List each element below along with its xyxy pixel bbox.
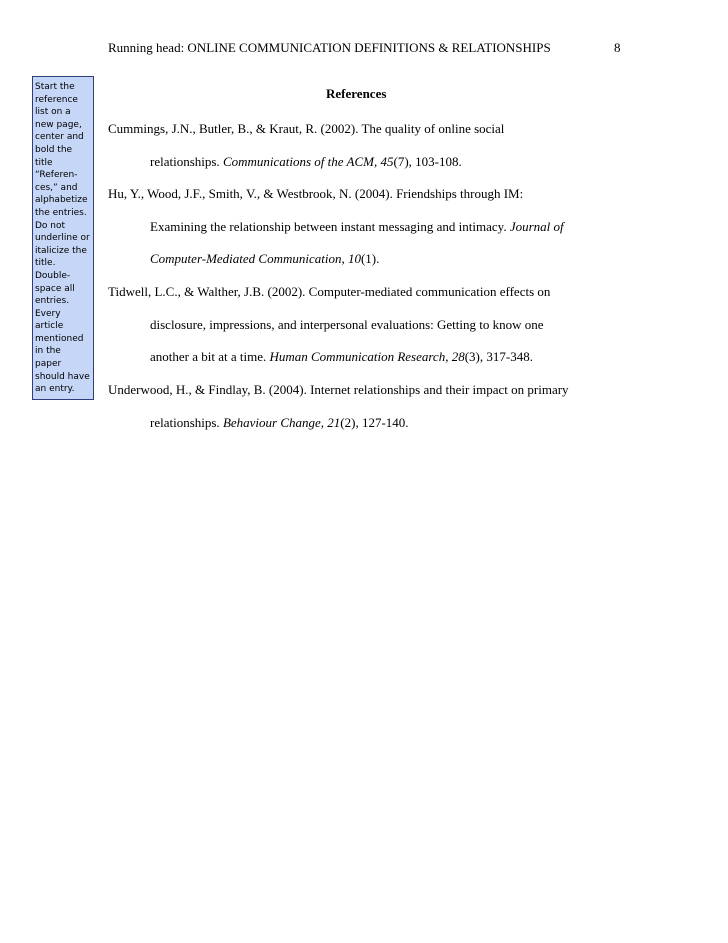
note-line: in the	[35, 346, 61, 357]
note-line: center and	[35, 132, 84, 143]
note-line: an entry.	[35, 384, 75, 395]
reference-line: disclosure, impressions, and interpersonal evaluations: Getting to know one	[150, 316, 544, 332]
note-line: ces,” and	[35, 182, 78, 193]
journal-title: Computer-Mediated Communication, 10	[150, 251, 361, 267]
note-line: list on a	[35, 107, 71, 118]
note-line: Start the	[35, 82, 75, 92]
note-line: paper	[35, 359, 62, 370]
note-line: the entries.	[35, 207, 87, 218]
reference-line	[108, 341, 608, 374]
note-line: title	[35, 157, 53, 168]
note-line: entries.	[35, 296, 70, 307]
note-line: bold the	[35, 144, 73, 155]
reference-text: Examining the relationship between instant messaging and intimacy.	[150, 218, 510, 234]
note-line: “Referen-	[35, 170, 78, 181]
reference-entry	[108, 178, 608, 276]
reference-line	[108, 146, 608, 179]
references-title: References	[326, 86, 387, 101]
reference-line: Underwood, H., & Findlay, B. (2004). Internet relationships and their impact on primary	[108, 382, 569, 397]
reference-text: (3), 317-348.	[464, 349, 533, 365]
reference-text: (2), 127-140.	[340, 414, 409, 430]
note-line: Do not	[35, 220, 66, 231]
note-line: space all	[35, 283, 75, 294]
journal-title: Journal of	[509, 218, 564, 234]
note-line: italicize the	[35, 245, 87, 256]
note-line: underline or	[35, 233, 90, 244]
reference-text: another a bit at a time.	[150, 349, 270, 365]
note-line: should have	[35, 371, 90, 382]
reference-text: relationships.	[150, 153, 223, 169]
note-line: title.	[35, 258, 56, 269]
reference-line	[108, 211, 608, 244]
reference-line	[108, 243, 608, 276]
note-line: reference	[35, 94, 78, 105]
note-line: article	[35, 321, 64, 332]
journal-title: Human Communication Research, 28	[269, 349, 465, 365]
note-line: new page,	[35, 119, 82, 130]
page-number: 8	[614, 40, 621, 55]
journal-title: Communications of the ACM, 45	[222, 153, 394, 169]
note-line: alphabetize	[35, 195, 88, 206]
running-head: Running head: ONLINE COMMUNICATION DEFINITIONS & RELATIONSHIPS	[108, 40, 551, 55]
note-line: mentioned	[35, 333, 84, 344]
reference-line: Tidwell, L.C., & Walther, J.B. (2002). Computer-mediated communication effects on	[108, 284, 551, 299]
note-line: Double-	[35, 270, 71, 281]
reference-entry	[108, 276, 608, 374]
reference-entry	[108, 113, 608, 178]
journal-title: Behaviour Change, 21	[222, 414, 341, 430]
reference-text: relationships.	[150, 414, 223, 430]
reference-text: (7), 103-108.	[393, 153, 462, 169]
note-line: Every	[35, 308, 61, 319]
reference-line	[108, 407, 608, 440]
reference-line: Cummings, J.N., Butler, B., & Kraut, R. (2002). The quality of online social	[108, 121, 505, 136]
reference-text: (1).	[360, 251, 380, 267]
reference-entry	[108, 374, 608, 439]
reference-line: Hu, Y., Wood, J.F., Smith, V., & Westbrook, N. (2004). Friendships through IM:	[108, 186, 524, 201]
instruction-note	[32, 76, 94, 400]
